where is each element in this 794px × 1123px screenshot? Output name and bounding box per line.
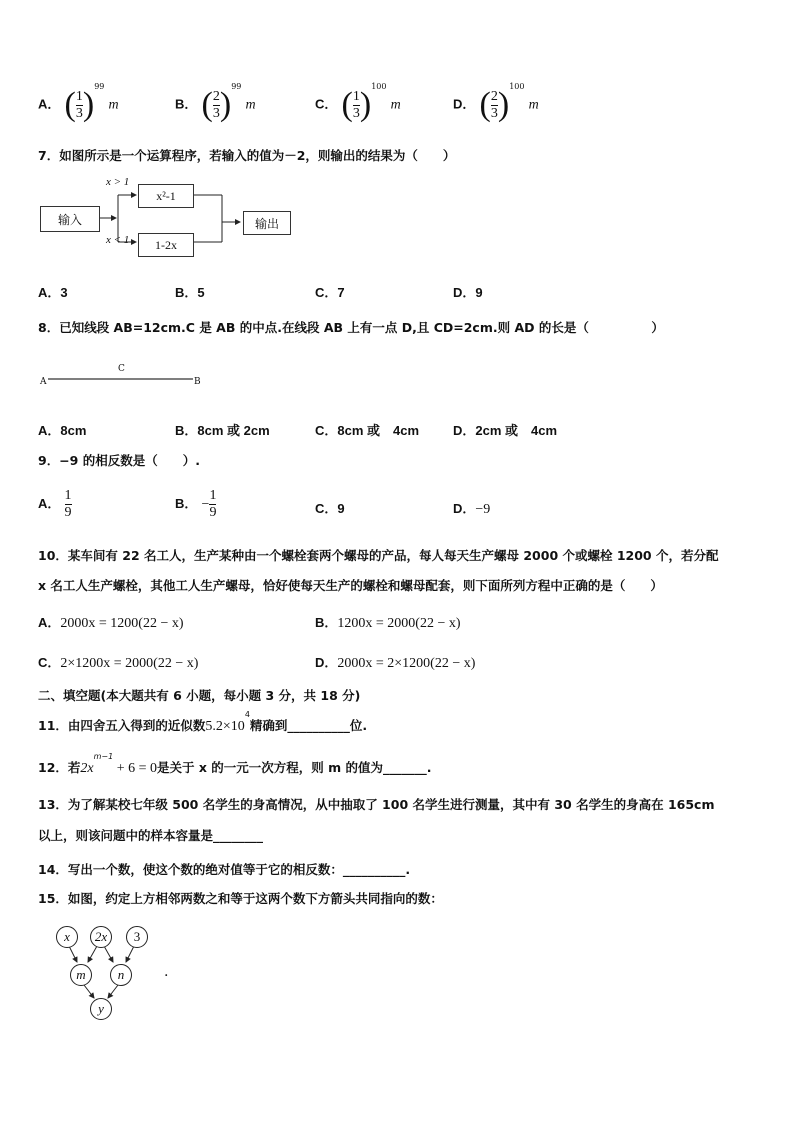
- option-letter: A．: [38, 96, 61, 112]
- q8-option-b: B．8cm 或 2cm: [175, 423, 270, 438]
- fraction: $\frac{1}{3}$: [352, 88, 360, 121]
- q13-line1: 13．为了解某校七年级 500 名学生的身高情况，从中抽取了 100 名学生进行测量，其中有 30 名学生的身高在 165cm: [38, 797, 715, 812]
- q8-stem: 8．已知线段 AB=12cm.C 是 AB 的中点.在线段 AB 上有一点 D,且 CD=2cm.则 AD 的长是（ ）: [38, 320, 664, 335]
- q9-stem: 9．−9 的相反数是（ ）.: [38, 453, 200, 468]
- section-heading: 二、填空题(本大题共有 6 小题，每小题 3 分，共 18 分): [38, 688, 361, 703]
- q13-line2: 以上，则该问题中的样本容量是________: [38, 828, 264, 843]
- flow-cond-bottom: x < 1: [106, 234, 130, 246]
- q12: 12．若$2x^{m-1} + 6 = 0$是关于 x 的一元一次方程，则 m 的值为_______.: [38, 752, 432, 776]
- q9-option-c: C．9: [315, 501, 345, 516]
- node-3: 3: [126, 926, 148, 948]
- q7-stem: 7．如图所示是一个运算程序，若输入的值为－2，则输出的结果为（ ）: [38, 148, 456, 163]
- q9-option-b: B． − $\frac{1}{9}$: [175, 488, 217, 520]
- node-y: y: [90, 998, 112, 1020]
- option-letter: D．: [453, 96, 476, 112]
- option-letter: C．: [315, 96, 338, 112]
- q8-segment-figure: [38, 362, 208, 392]
- q10-option-a: A．2000x = 1200(22 − x): [38, 615, 184, 631]
- q6-option-d: D． ( $\frac{2}{3}$ )$^{100}$ m: [453, 82, 539, 123]
- q8-option-c: C．8cm 或 4cm: [315, 423, 420, 438]
- q14: 14．写出一个数，使这个数的绝对值等于它的相反数：__________.: [38, 862, 411, 877]
- q7-option-b: B．5: [175, 285, 205, 300]
- q6-option-c: C． ( $\frac{1}{3}$ )$^{100}$ m: [315, 82, 401, 123]
- q10-stem-line2: x 名工人生产螺栓，其他工人生产螺母，恰好使每天生产的螺栓和螺母配套，则下面所列方程中正确的是（ ）: [38, 578, 663, 593]
- fraction: $\frac{1}{3}$: [75, 88, 83, 121]
- q6-option-b: B． ( $\frac{2}{3}$ )$^{99}$ m: [175, 82, 256, 123]
- q15-stem: 15．如图，约定上方相邻两数之和等于这两个数下方箭头共同指向的数：: [38, 891, 443, 906]
- label-b: B: [194, 377, 201, 387]
- q10-stem-line1: 10．某车间有 22 名工人，生产某种由一个螺栓套两个螺母的产品，每人每天生产螺母 2000 个或螺栓 1200 个，若分配: [38, 548, 719, 563]
- q7-option-d: D．9: [453, 285, 483, 300]
- q15-tail: .: [164, 964, 169, 980]
- flow-input-box: 输入: [40, 206, 100, 232]
- node-x: x: [56, 926, 78, 948]
- fraction: $\frac{2}{3}$: [490, 88, 498, 121]
- q6-option-a: A． ( $\frac{1}{3}$ )$^{99}$ m: [38, 82, 119, 123]
- q10-option-c: C．2×1200x = 2000(22 − x): [38, 655, 199, 671]
- q10-option-b: B．1200x = 2000(22 − x): [315, 615, 461, 631]
- q11: 11．由四舍五入得到的近似数$5.2\times 10^4$精确到__________位.: [38, 710, 368, 734]
- q9-option-a: A． $\frac{1}{9}$: [38, 488, 72, 520]
- flow-output-box: 输出: [243, 211, 291, 235]
- q7-option-c: C．7: [315, 285, 345, 300]
- node-m: m: [70, 964, 92, 986]
- q8-option-d: D．2cm 或 4cm: [453, 423, 558, 438]
- q15-tree-diagram: [52, 924, 182, 1020]
- q9-option-d: D．−9: [453, 501, 491, 517]
- option-letter: B．: [175, 96, 198, 112]
- q10-option-d: D．2000x = 2×1200(22 − x): [315, 655, 476, 671]
- label-c: C: [118, 364, 125, 374]
- fraction: $\frac{2}{3}$: [212, 88, 220, 121]
- q7-flowchart: [38, 178, 298, 268]
- flow-cond-top: x > 1: [106, 176, 130, 188]
- flow-expr-top: x²-1: [138, 184, 194, 208]
- node-n: n: [110, 964, 132, 986]
- q7-option-a: A．3: [38, 285, 68, 300]
- node-2x: 2x: [90, 926, 112, 948]
- flow-expr-bottom: 1-2x: [138, 233, 194, 257]
- q8-option-a: A．8cm: [38, 423, 87, 438]
- label-a: A: [40, 377, 47, 387]
